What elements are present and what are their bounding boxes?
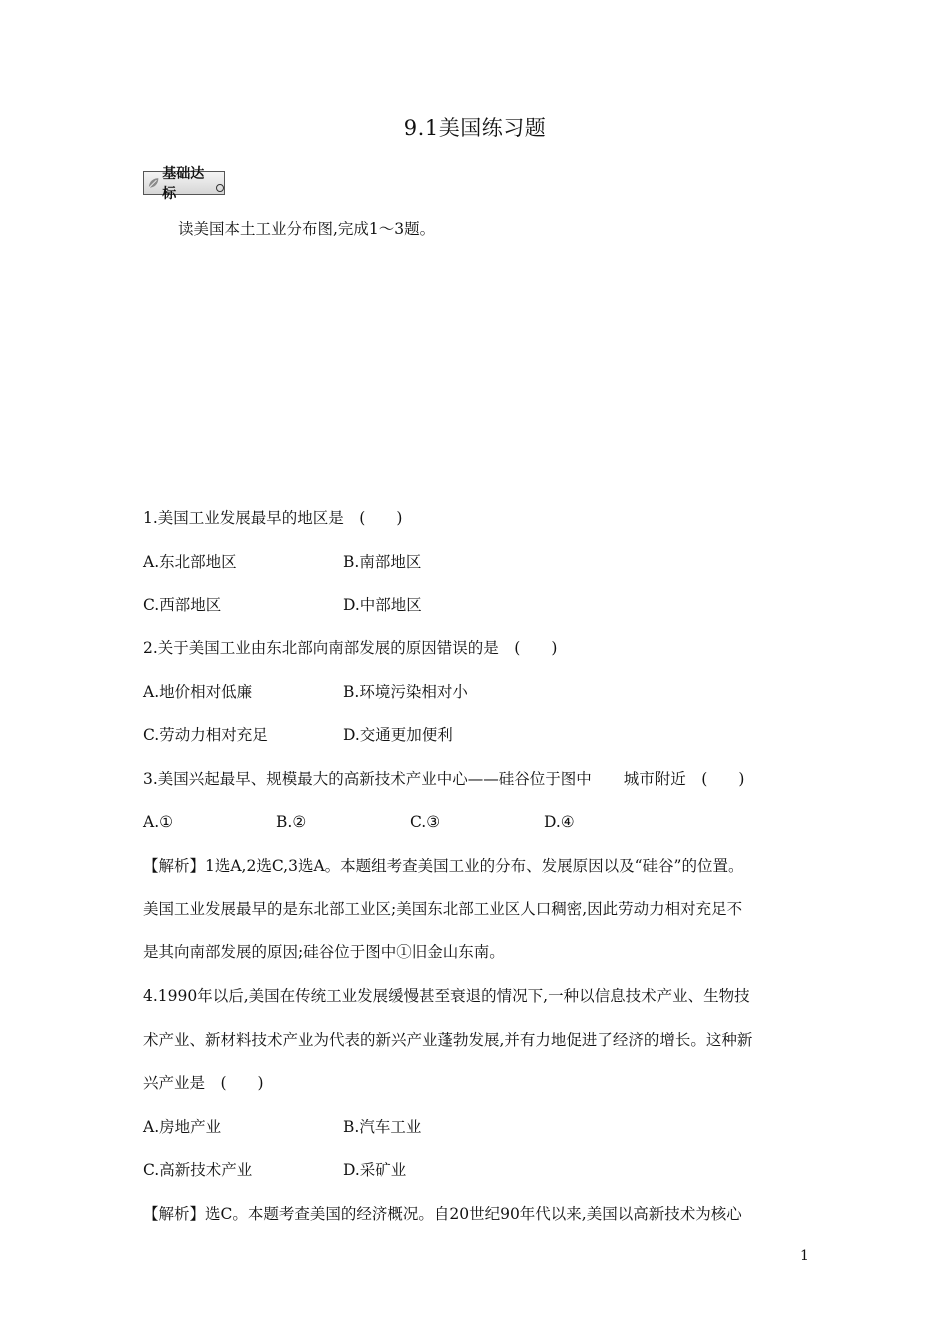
question-1-option-b: B.南部地区 <box>343 553 422 571</box>
question-2-option-d: D.交通更加便利 <box>343 726 453 744</box>
page-number: 1 <box>800 1248 809 1264</box>
question-4-line-1: 4.1990年以后,美国在传统工业发展缓慢甚至衰退的情况下,一种以信息技术产业、生物技 <box>143 987 750 1005</box>
analysis-2-line-1: 【解析】选C。本题考查美国的经济概况。自20世纪90年代以来,美国以高新技术为核心 <box>143 1205 742 1223</box>
page-title: 9.1美国练习题 <box>403 116 547 140</box>
badge-dot-icon <box>216 184 224 192</box>
analysis-1-line-3: 是其向南部发展的原因;硅谷位于图中①旧金山东南。 <box>143 943 505 961</box>
question-2-option-b: B.环境污染相对小 <box>343 683 468 701</box>
question-1-option-a: A.东北部地区 <box>143 553 237 571</box>
question-2-option-c: C.劳动力相对充足 <box>143 726 268 744</box>
question-4-line-3: 兴产业是 ( ) <box>143 1074 264 1092</box>
question-1-option-c: C.西部地区 <box>143 596 222 614</box>
intro-text: 读美国本土工业分布图,完成1～3题。 <box>178 220 436 238</box>
question-2-option-a: A.地价相对低廉 <box>143 683 253 701</box>
leaf-icon <box>147 176 160 190</box>
analysis-1-line-1: 【解析】1选A,2选C,3选A。本题组考查美国工业的分布、发展原因以及“硅谷”的位置。 <box>143 857 744 875</box>
question-3-stem-part-b: 城市附近 ( ) <box>623 770 745 788</box>
question-1-stem: 1.美国工业发展最早的地区是 ( ) <box>143 509 403 527</box>
question-4-option-b: B.汽车工业 <box>343 1118 422 1136</box>
question-3-option-d: D.④ <box>544 813 575 831</box>
question-3-stem-part-a: 3.美国兴起最早、规模最大的高新技术产业中心——硅谷位于图中 <box>143 770 592 788</box>
question-3-option-b: B.② <box>276 813 307 831</box>
question-3-option-a: A.① <box>143 813 174 831</box>
question-4-option-d: D.采矿业 <box>343 1161 407 1179</box>
analysis-1-line-2: 美国工业发展最早的是东北部工业区;美国东北部工业区人口稠密,因此劳动力相对充足不 <box>143 900 743 918</box>
section-badge <box>143 166 225 202</box>
question-4-line-2: 术产业、新材料技术产业为代表的新兴产业蓬勃发展,并有力地促进了经济的增长。这种新 <box>143 1031 753 1049</box>
question-4-option-c: C.高新技术产业 <box>143 1161 253 1179</box>
question-3-stem <box>143 769 744 789</box>
question-2-stem: 2.关于美国工业由东北部向南部发展的原因错误的是 ( ) <box>143 639 558 657</box>
question-3-option-c: C.③ <box>410 813 441 831</box>
section-badge-label: 基础达标 <box>162 166 205 202</box>
question-4-option-a: A.房地产业 <box>143 1118 222 1136</box>
question-1-option-d: D.中部地区 <box>343 596 422 614</box>
